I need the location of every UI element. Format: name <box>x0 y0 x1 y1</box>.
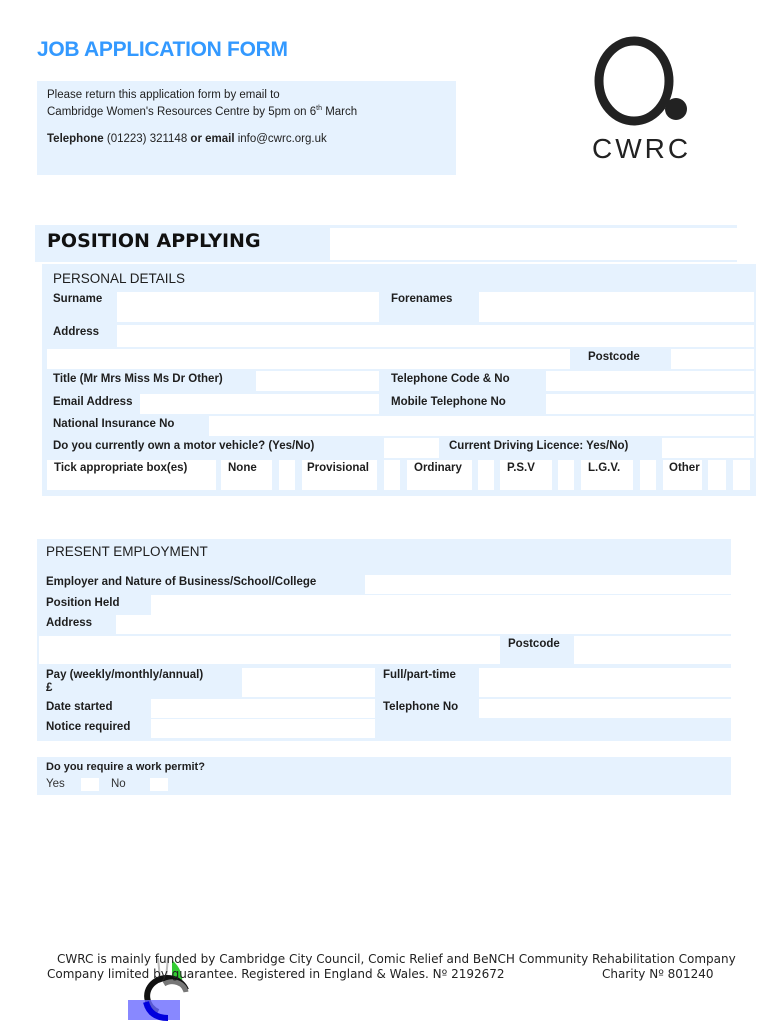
postcode-label: Postcode <box>588 351 640 363</box>
employment-address-label: Address <box>46 617 93 629</box>
mobile-label: Mobile Telephone No <box>391 396 506 408</box>
option-psv-checkbox[interactable] <box>558 460 574 490</box>
option-other-checkbox[interactable] <box>708 460 726 490</box>
footer-charity: Charity Nº 801240 <box>602 967 714 981</box>
employment-telephone-label: Telephone No <box>383 701 459 713</box>
employment-telephone-input[interactable] <box>479 699 731 718</box>
option-none-label: None <box>221 460 272 490</box>
vehicle-input[interactable] <box>384 438 439 458</box>
option-lgv-checkbox[interactable] <box>640 460 656 490</box>
info-line-1: Please return this application form by email to <box>47 89 280 101</box>
date-started-input[interactable] <box>151 699 375 718</box>
tick-label: Tick appropriate box(es) <box>47 460 216 490</box>
employer-label: Employer and Nature of Business/School/College <box>46 576 317 588</box>
option-none-checkbox[interactable] <box>279 460 295 490</box>
option-lgv-label: L.G.V. <box>581 460 633 490</box>
email-link[interactable]: info@cwrc.org.uk <box>237 132 327 145</box>
address-label: Address <box>53 326 100 338</box>
title-label: Title (Mr Mrs Miss Ms Dr Other) <box>53 373 223 385</box>
address-input-2[interactable] <box>47 349 570 369</box>
employment-address-input-2[interactable] <box>39 636 500 664</box>
option-extra-checkbox[interactable] <box>733 460 750 490</box>
vehicle-label: Do you currently own a motor vehicle? (Yes/No) <box>53 440 315 452</box>
address-input-1[interactable] <box>117 325 754 347</box>
option-provisional-label: Provisional <box>302 460 377 490</box>
position-held-input[interactable] <box>151 595 731 615</box>
forenames-label: Forenames <box>391 293 453 305</box>
page-title: JOB APPLICATION FORM <box>37 38 288 61</box>
personal-details-title: PERSONAL DETAILS <box>53 271 186 286</box>
work-permit-question: Do you require a work permit? <box>46 761 205 773</box>
position-applying-title: POSITION APPLYING <box>47 230 261 252</box>
email-input[interactable] <box>140 394 379 414</box>
permit-yes-label: Yes <box>46 778 65 790</box>
telephone-label: Telephone Code & No <box>391 373 510 385</box>
surname-label: Surname <box>53 293 103 305</box>
ni-label: National Insurance No <box>53 418 175 430</box>
notice-input[interactable] <box>151 719 375 738</box>
date-started-label: Date started <box>46 701 113 713</box>
contact-line: Telephone (01223) 321148 or email info@cwrc.org.uk <box>47 132 327 145</box>
mobile-input[interactable] <box>546 394 754 414</box>
cwrc-logo <box>590 35 705 165</box>
option-ordinary-checkbox[interactable] <box>478 460 494 490</box>
pay-input[interactable] <box>242 668 375 697</box>
employment-postcode-input[interactable] <box>574 636 731 664</box>
licence-label: Current Driving Licence: Yes/No) <box>449 440 629 452</box>
option-psv-label: P.S.V <box>500 460 552 490</box>
licence-input[interactable] <box>662 438 754 458</box>
permit-no-checkbox[interactable] <box>150 778 168 791</box>
permit-no-label: No <box>111 778 126 790</box>
option-other-label: Other <box>663 460 702 490</box>
employer-input[interactable] <box>365 575 731 594</box>
ni-input[interactable] <box>209 416 754 436</box>
employment-address-input-1[interactable] <box>116 615 731 634</box>
present-employment-title: PRESENT EMPLOYMENT <box>46 544 208 559</box>
footer-line-1: CWRC is mainly funded by Cambridge City Council, Comic Relief and BeNCH Community Rehabilitation Company <box>57 952 736 966</box>
telephone-input[interactable] <box>546 371 754 391</box>
email-label: Email Address <box>53 396 133 408</box>
fulltime-label: Full/part-time <box>383 669 456 681</box>
position-held-label: Position Held <box>46 597 120 609</box>
pay-label: Pay (weekly/monthly/annual) £ <box>46 669 204 694</box>
info-line-2: Cambridge Women's Resources Centre by 5pm on 6th March <box>47 105 358 118</box>
logo-text: CWRC <box>592 133 692 164</box>
postcode-input[interactable] <box>671 349 754 369</box>
fulltime-input[interactable] <box>479 668 731 697</box>
info-box <box>37 81 456 175</box>
option-ordinary-label: Ordinary <box>407 460 472 490</box>
position-applying-input[interactable] <box>330 228 738 260</box>
footer-line-2: Company limited by guarantee. Registered in England & Wales. Nº 2192672 <box>47 967 505 981</box>
permit-yes-checkbox[interactable] <box>81 778 99 791</box>
employment-postcode-label: Postcode <box>508 638 560 650</box>
notice-label: Notice required <box>46 721 131 733</box>
surname-input[interactable] <box>117 292 379 322</box>
option-provisional-checkbox[interactable] <box>384 460 400 490</box>
forenames-input[interactable] <box>479 292 754 322</box>
title-input[interactable] <box>256 371 379 391</box>
